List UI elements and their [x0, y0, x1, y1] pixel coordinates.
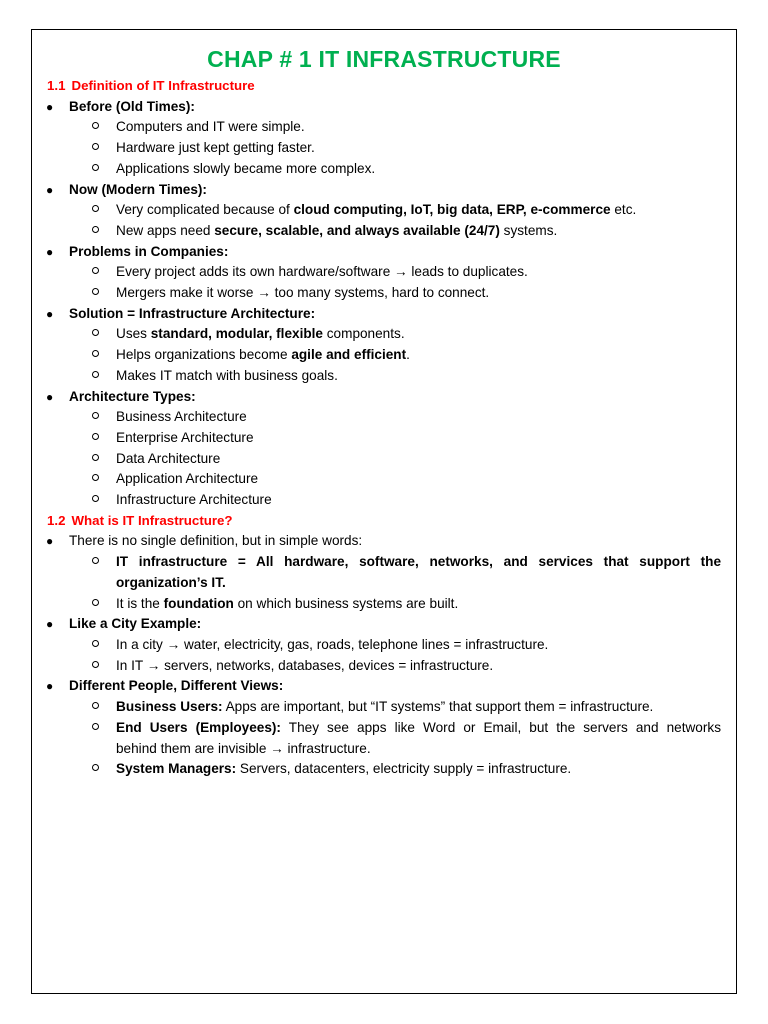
hollow-circle-icon: [92, 702, 99, 709]
bullet-dot-icon: ●: [46, 679, 54, 694]
sub-item: It is the foundation on which business systems are built.: [0, 594, 768, 615]
hollow-circle-icon: [92, 371, 99, 378]
bullet-problems-in-companies: ● Problems in Companies:: [0, 242, 768, 263]
hollow-circle-icon: [92, 350, 99, 357]
sub-item: Computers and IT were simple.: [0, 117, 768, 138]
sub-item: Mergers make it worse → too many systems, hard to connect.: [0, 283, 768, 304]
hollow-circle-icon: [92, 474, 99, 481]
sub-item: System Managers: Servers, datacenters, electricity supply = infrastructure.: [0, 759, 768, 780]
bullet-solution: ● Solution = Infrastructure Architecture:: [0, 304, 768, 325]
section-heading-1-1: [0, 76, 768, 97]
bullet-different-views: ● Different People, Different Views:: [0, 676, 768, 697]
bullet-dot-icon: ●: [46, 534, 54, 549]
hollow-circle-icon: [92, 122, 99, 129]
hollow-circle-icon: [92, 661, 99, 668]
sub-item: Hardware just kept getting faster.: [0, 138, 768, 159]
section-title: What is IT Infrastructure?: [71, 512, 233, 528]
section-number: 1.2: [47, 512, 66, 528]
hollow-circle-icon: [92, 764, 99, 771]
sub-item-end-users: End Users (Employees): They see apps like Word or Email, but the servers and networks behind them are invisible → infrastructure.: [0, 718, 768, 759]
bullet-dot-icon: ●: [46, 99, 54, 114]
bullet-city-example: ● Like a City Example:: [0, 614, 768, 635]
section-heading-1-2: [0, 511, 768, 532]
hollow-circle-icon: [92, 412, 99, 419]
document-body: [0, 76, 768, 780]
sub-item: Business Users: Apps are important, but “IT systems” that support them = infrastructure.: [0, 697, 768, 718]
sub-item: Application Architecture: [0, 469, 768, 490]
bullet-now-modern-times: ● Now (Modern Times):: [0, 180, 768, 201]
sub-item: In IT → servers, networks, databases, devices = infrastructure.: [0, 656, 768, 677]
hollow-circle-icon: [92, 143, 99, 150]
hollow-circle-icon: [92, 329, 99, 336]
hollow-circle-icon: [92, 267, 99, 274]
bullet-architecture-types: ● Architecture Types:: [0, 387, 768, 408]
hollow-circle-icon: [92, 599, 99, 606]
hollow-circle-icon: [92, 495, 99, 502]
bullet-dot-icon: ●: [46, 617, 54, 632]
bullet-dot-icon: ●: [46, 306, 54, 321]
hollow-circle-icon: [92, 433, 99, 440]
section-title: Definition of IT Infrastructure: [71, 78, 255, 93]
hollow-circle-icon: [92, 723, 99, 730]
sub-item: Very complicated because of cloud computing, IoT, big data, ERP, e-commerce etc.: [0, 200, 768, 221]
hollow-circle-icon: [92, 640, 99, 647]
document-title: CHAP # 1 IT INFRASTRUCTURE: [207, 46, 561, 72]
hollow-circle-icon: [92, 454, 99, 461]
sub-item: Every project adds its own hardware/software → leads to duplicates.: [0, 262, 768, 283]
sub-item: Makes IT match with business goals.: [0, 366, 768, 387]
sub-item-definition: IT infrastructure = All hardware, software, networks, and services that support the organization’s IT.: [0, 552, 768, 593]
bullet-dot-icon: ●: [46, 182, 54, 197]
bullet-dot-icon: ●: [46, 244, 54, 259]
bullet-before-old-times: ● Before (Old Times):: [0, 97, 768, 118]
sub-item: Helps organizations become agile and efficient.: [0, 345, 768, 366]
bullet-dot-icon: ●: [46, 389, 54, 404]
sub-item: Uses standard, modular, flexible components.: [0, 324, 768, 345]
bullet-no-single-definition: ● There is no single definition, but in simple words:: [0, 531, 768, 552]
hollow-circle-icon: [92, 226, 99, 233]
hollow-circle-icon: [92, 164, 99, 171]
sub-item: Data Architecture: [0, 449, 768, 470]
sub-item: In a city → water, electricity, gas, roads, telephone lines = infrastructure.: [0, 635, 768, 656]
hollow-circle-icon: [92, 205, 99, 212]
sub-item: New apps need secure, scalable, and always available (24/7) systems.: [0, 221, 768, 242]
sub-item: Business Architecture: [0, 407, 768, 428]
sub-item: Enterprise Architecture: [0, 428, 768, 449]
hollow-circle-icon: [92, 288, 99, 295]
sub-item: Infrastructure Architecture: [0, 490, 768, 511]
section-number: 1.1: [47, 78, 66, 93]
hollow-circle-icon: [92, 557, 99, 564]
sub-item: Applications slowly became more complex.: [0, 159, 768, 180]
